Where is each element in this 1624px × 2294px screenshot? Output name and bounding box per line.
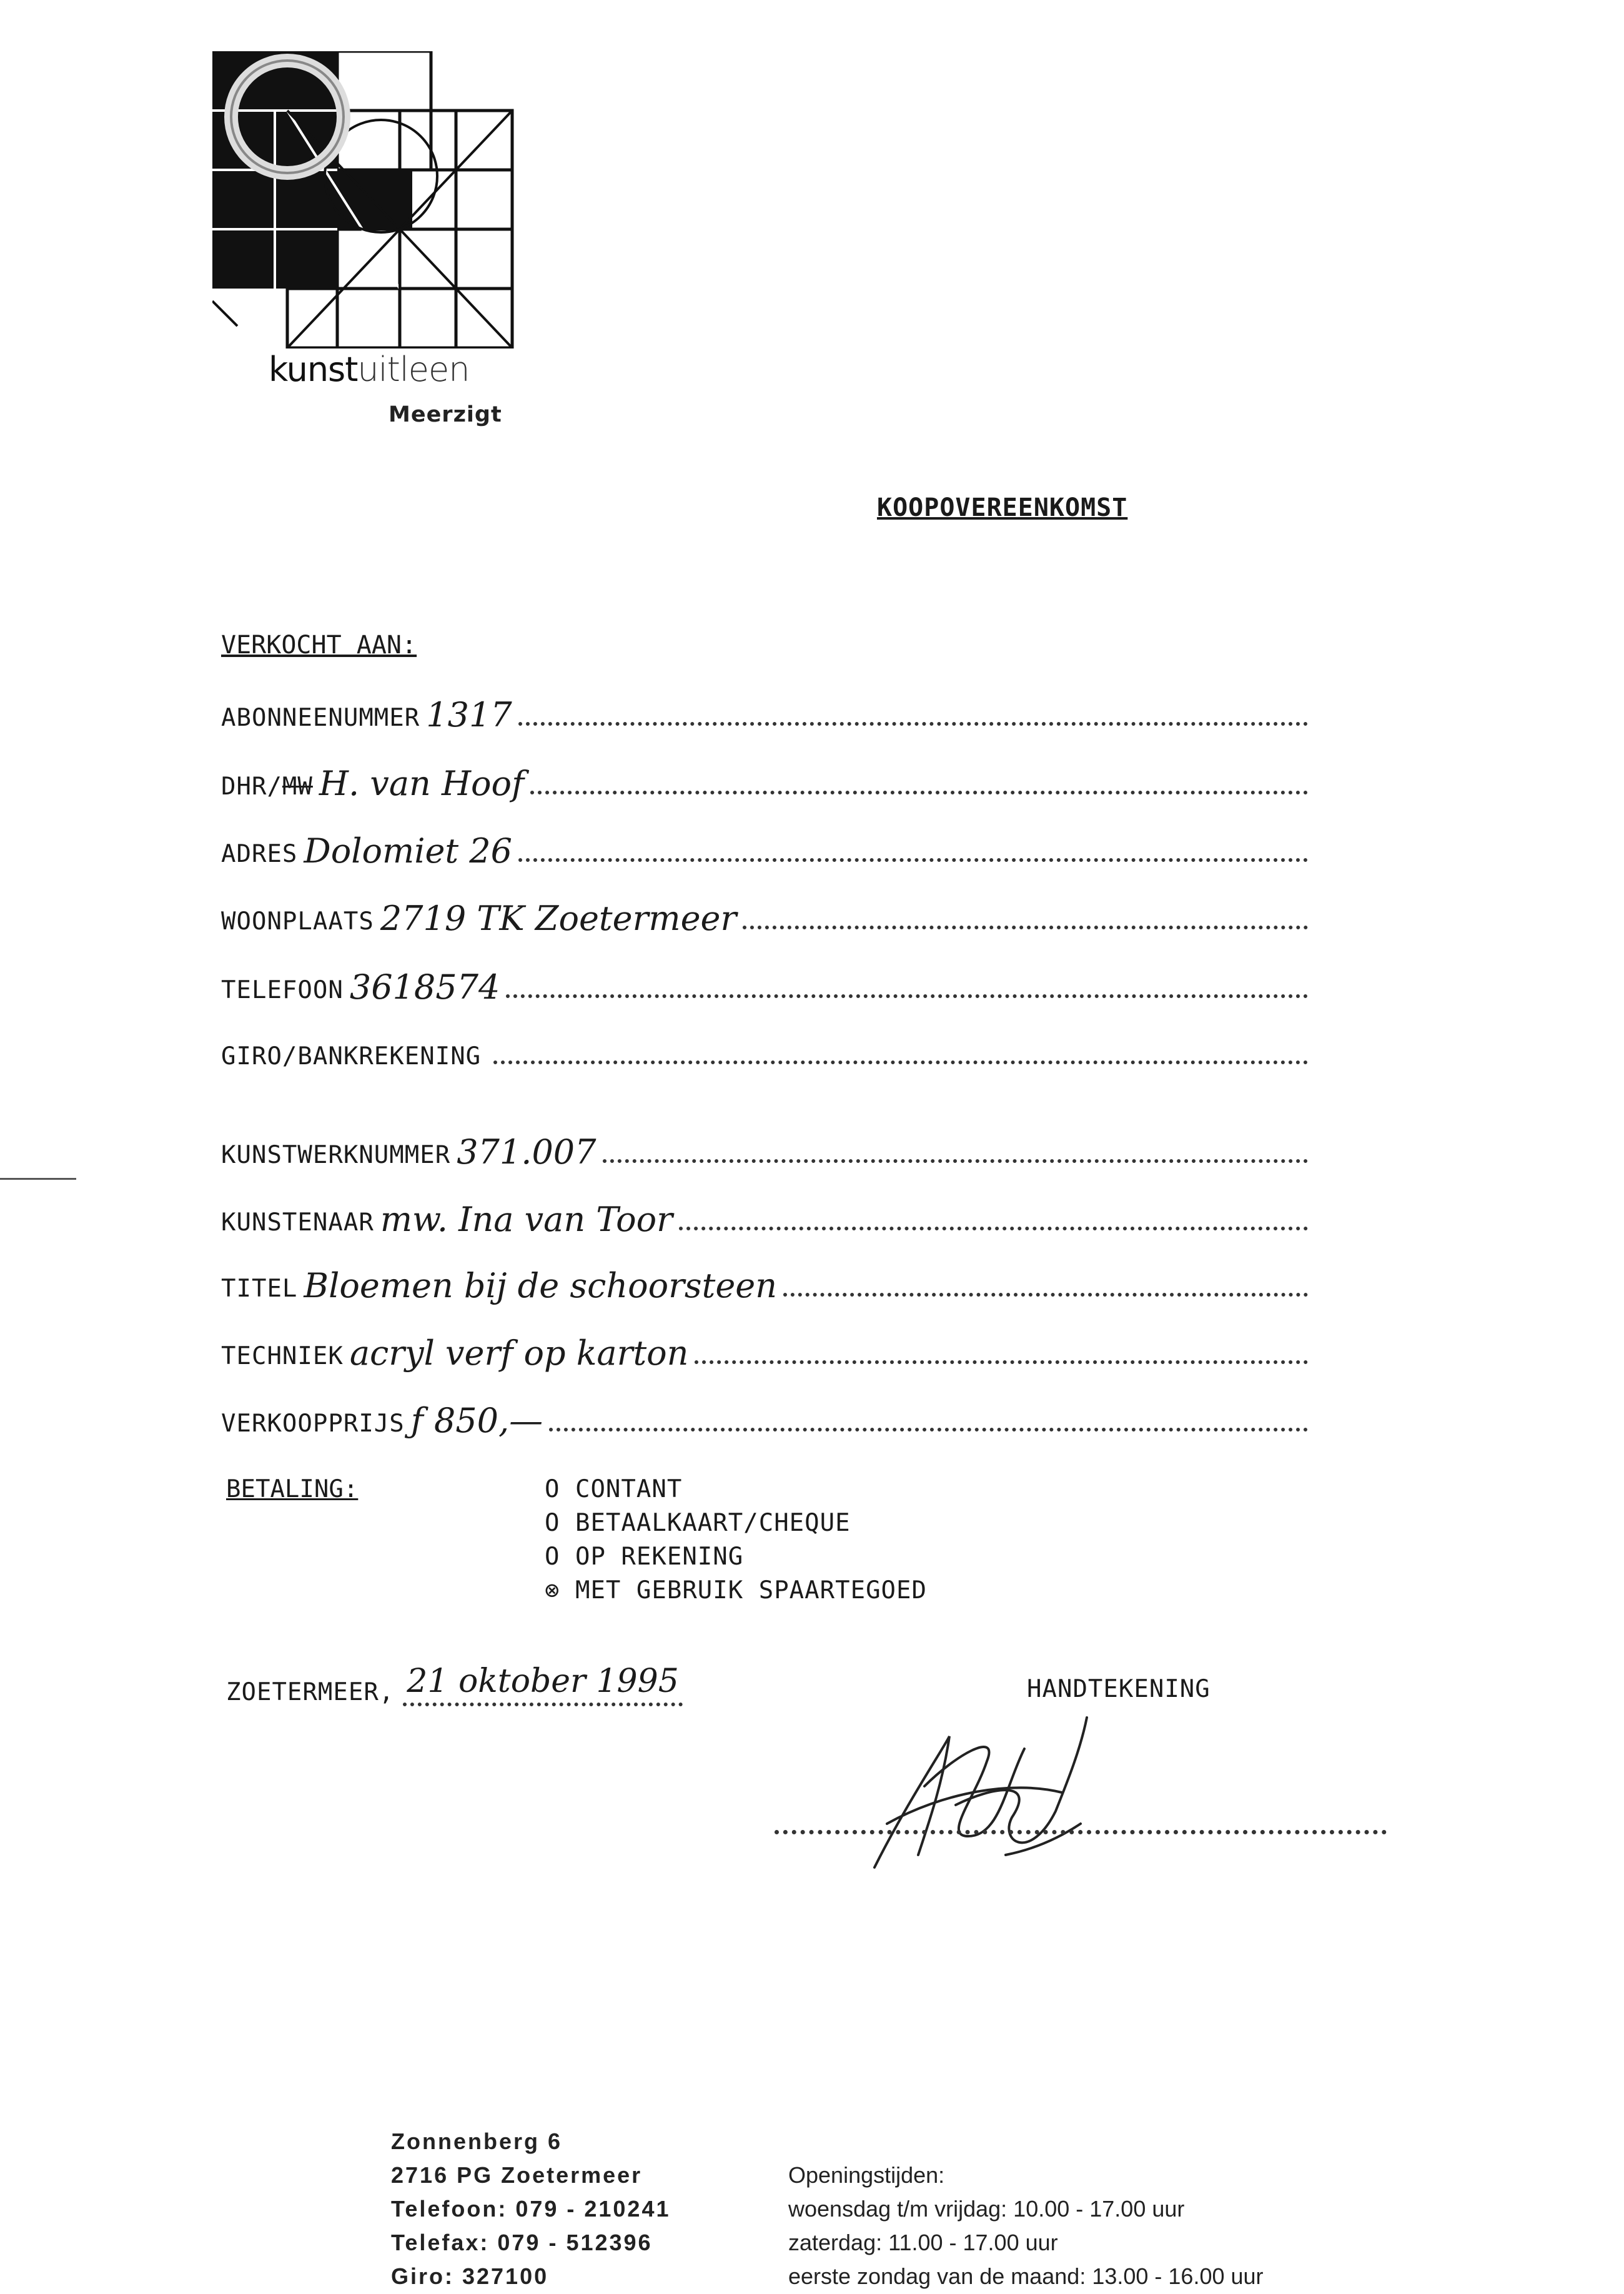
footer-hours-title: Openingstijden: xyxy=(788,2162,945,2188)
logo-wordmark: kunstuitleen xyxy=(269,350,470,389)
field-dhr-mw xyxy=(221,762,1308,801)
footer-hours-sunday: eerste zondag van de maand: 13.00 - 16.00 uur xyxy=(788,2263,1264,2289)
margin-fold-mark xyxy=(0,1178,76,1180)
document-title: KOOPOVEREENKOMST xyxy=(877,493,1128,522)
dotted-line xyxy=(603,1159,1308,1163)
field-value: mw. Ina van Toor xyxy=(380,1200,673,1239)
field-label: TELEFOON xyxy=(221,976,344,1004)
footer-giro: Giro: 327100 xyxy=(391,2263,549,2289)
field-label: TECHNIEK xyxy=(221,1342,344,1370)
dotted-line xyxy=(695,1360,1308,1364)
signature-label: HANDTEKENING xyxy=(1027,1675,1211,1703)
field-label: GIRO/BANKREKENING xyxy=(221,1042,482,1070)
dotted-line xyxy=(518,858,1308,862)
field-kunstenaar xyxy=(221,1198,1308,1237)
field-label: KUNSTENAAR xyxy=(221,1209,374,1237)
section-sold-to: VERKOCHT AAN: xyxy=(221,631,417,660)
handwritten-signature xyxy=(849,1711,1112,1874)
logo-city: Meerzigt xyxy=(389,402,502,427)
place-label: ZOETERMEER, xyxy=(226,1678,395,1706)
field-kunstwerknummer xyxy=(221,1130,1308,1172)
field-titel xyxy=(221,1264,1308,1303)
signature-dotted-line xyxy=(775,1830,1387,1834)
field-value: 371.007 xyxy=(457,1132,597,1172)
field-value: acryl verf op karton xyxy=(349,1333,689,1373)
field-value: ƒ 850,— xyxy=(410,1401,543,1440)
payment-option-betaalkaart: O BETAALKAART/CHEQUE xyxy=(545,1509,851,1537)
footer-fax: Telefax: 079 - 512396 xyxy=(391,2230,653,2255)
field-value: 1317 xyxy=(426,695,512,734)
footer-address-street: Zonnenberg 6 xyxy=(391,2128,563,2154)
footer-hours-saturday: zaterdag: 11.00 - 17.00 uur xyxy=(788,2230,1058,2255)
dotted-line xyxy=(743,926,1308,929)
dotted-line xyxy=(530,791,1308,794)
dotted-line xyxy=(506,994,1308,998)
field-value: H. van Hoof xyxy=(319,764,525,803)
kunstuitleen-logo xyxy=(212,51,516,349)
field-giro-bankrekening xyxy=(221,1032,1308,1070)
field-techniek xyxy=(221,1332,1308,1373)
field-value: Dolomiet 26 xyxy=(304,831,513,871)
field-value: Bloemen bij de schoorsteen xyxy=(304,1266,778,1305)
dotted-line xyxy=(549,1428,1308,1431)
payment-option-contant: O CONTANT xyxy=(545,1475,683,1503)
dotted-line xyxy=(518,722,1308,726)
field-adres xyxy=(221,829,1308,871)
field-woonplaats xyxy=(221,897,1308,936)
footer-phone: Telefoon: 079 - 210241 xyxy=(391,2196,671,2222)
dotted-line xyxy=(493,1060,1308,1064)
field-label: TITEL xyxy=(221,1275,298,1303)
field-label: VERKOOPPRIJS xyxy=(221,1410,405,1438)
dotted-line xyxy=(679,1227,1308,1230)
field-label: WOONPLAATS xyxy=(221,907,374,936)
footer-address-postcode: 2716 PG Zoetermeer xyxy=(391,2162,643,2188)
field-verkoopprijs xyxy=(221,1399,1308,1438)
payment-option-spaartegoed: ⊗ MET GEBRUIK SPAARTEGOED xyxy=(545,1576,927,1604)
field-value: 2719 TK Zoetermeer xyxy=(380,899,737,938)
field-telefoon xyxy=(221,966,1308,1007)
field-label: ABONNEENUMMER xyxy=(221,704,420,732)
dotted-line xyxy=(783,1293,1308,1297)
footer-hours-weekdays: woensdag t/m vrijdag: 10.00 - 17.00 uur xyxy=(788,2196,1185,2222)
payment-label: BETALING: xyxy=(226,1475,359,1503)
payment-option-op-rekening: O OP REKENING xyxy=(545,1543,744,1571)
place-date-row xyxy=(226,1663,788,1706)
field-abonneenummer xyxy=(221,693,1308,732)
field-label: DHR/MW xyxy=(221,773,313,801)
date-value: 21 oktober 1995 xyxy=(403,1663,683,1706)
field-label: KUNSTWERKNUMMER xyxy=(221,1141,451,1169)
field-value: 3618574 xyxy=(349,967,500,1007)
field-label: ADRES xyxy=(221,840,298,868)
